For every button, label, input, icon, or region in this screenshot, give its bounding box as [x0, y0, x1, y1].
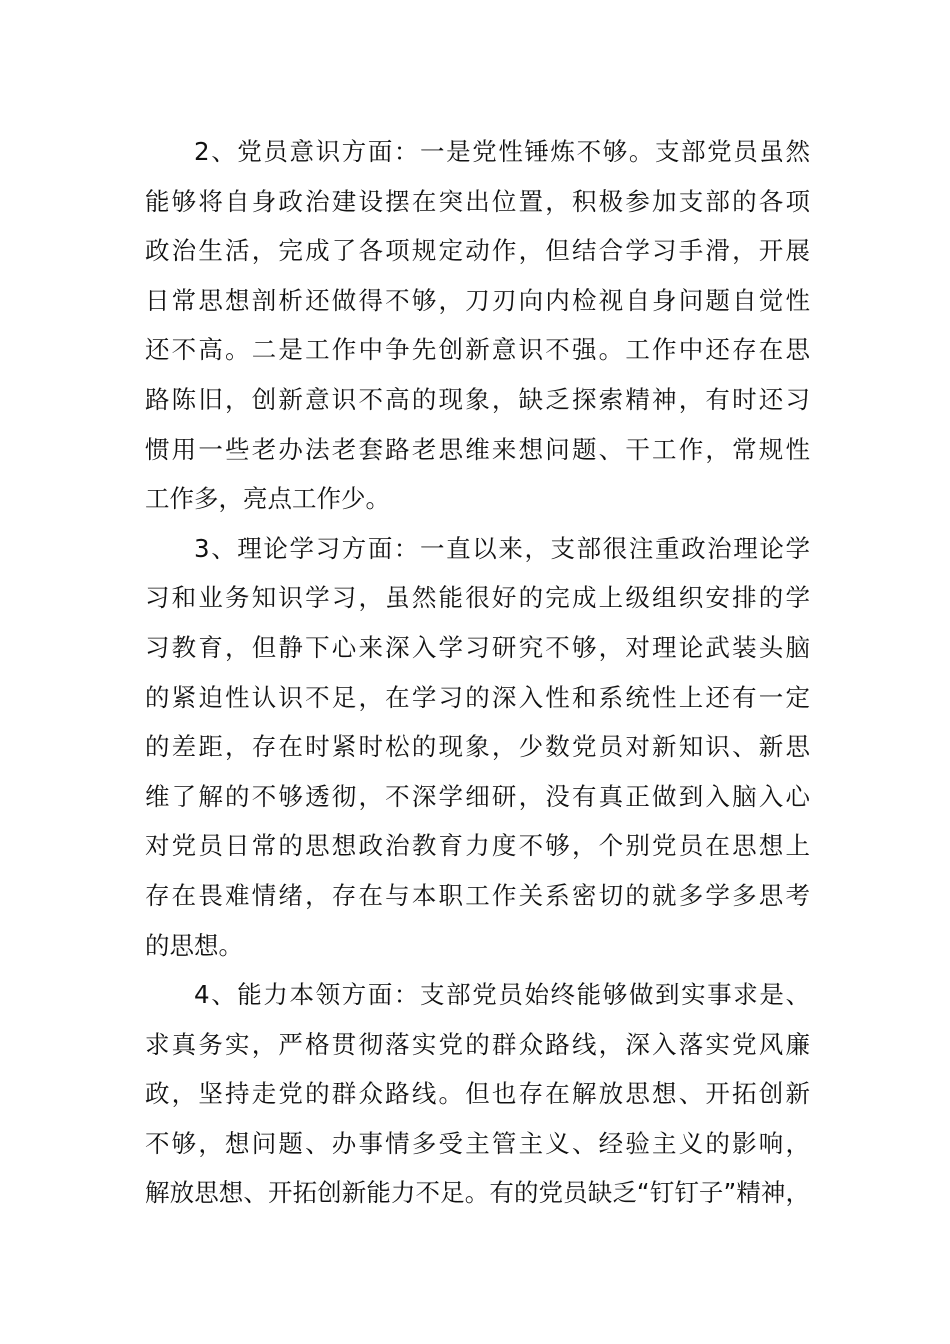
text-line: 政，坚持走党的群众路线。但也存在解放思想、开拓创新 — [145, 1079, 810, 1109]
text-line: 解放思想、开拓创新能力不足。有的党员缺乏“钉钉子”精神， — [145, 1178, 810, 1208]
text-line: 对党员日常的思想政治教育力度不够，个别党员在思想上 — [145, 831, 810, 861]
text-line: 政治生活，完成了各项规定动作，但结合学习手滑，开展 — [145, 236, 810, 266]
text-line: 习和业务知识学习，虽然能很好的完成上级组织安排的学 — [145, 583, 810, 613]
text-line: 的差距，存在时紧时松的现象，少数党员对新知识、新思 — [145, 732, 810, 762]
text-line: 路陈旧，创新意识不高的现象，缺乏探索精神，有时还习 — [145, 384, 810, 414]
text-line: 还不高。二是工作中争先创新意识不强。工作中还存在思 — [145, 335, 810, 365]
text-line: 维了解的不够透彻，不深学细研，没有真正做到入脑入心 — [145, 781, 810, 811]
text-line: 3、理论学习方面：一直以来，支部很注重政治理论学 — [194, 533, 810, 563]
text-line: 不够，想问题、办事情多受主管主义、经验主义的影响， — [145, 1128, 810, 1158]
text-line: 2、党员意识方面：一是党性锤炼不够。支部党员虽然 — [194, 137, 810, 166]
document-page — [145, 127, 810, 1218]
paragraph-theory-study — [145, 524, 810, 970]
paragraph-ability — [145, 970, 810, 1218]
text-line: 日常思想剖析还做得不够，刀刃向内检视自身问题自觉性 — [145, 285, 810, 315]
paragraph-party-awareness — [145, 127, 810, 524]
text-line: 工作多，亮点工作少。 — [145, 484, 390, 514]
text-line: 的紧迫性认识不足，在学习的深入性和系统性上还有一定 — [145, 682, 810, 712]
text-line: 求真务实，严格贯彻落实党的群众路线，深入落实党风廉 — [145, 1029, 810, 1059]
text-line: 习教育，但静下心来深入学习研究不够，对理论武装头脑 — [145, 632, 810, 662]
text-line: 的思想。 — [145, 930, 243, 960]
text-line: 4、能力本领方面：支部党员始终能够做到实事求是、 — [194, 980, 810, 1010]
text-line: 存在畏难情绪，存在与本职工作关系密切的就多学多思考 — [145, 880, 810, 910]
text-line: 惯用一些老办法老套路老思维来想问题、干工作，常规性 — [145, 434, 810, 464]
text-line: 能够将自身政治建设摆在突出位置，积极参加支部的各项 — [145, 186, 810, 216]
